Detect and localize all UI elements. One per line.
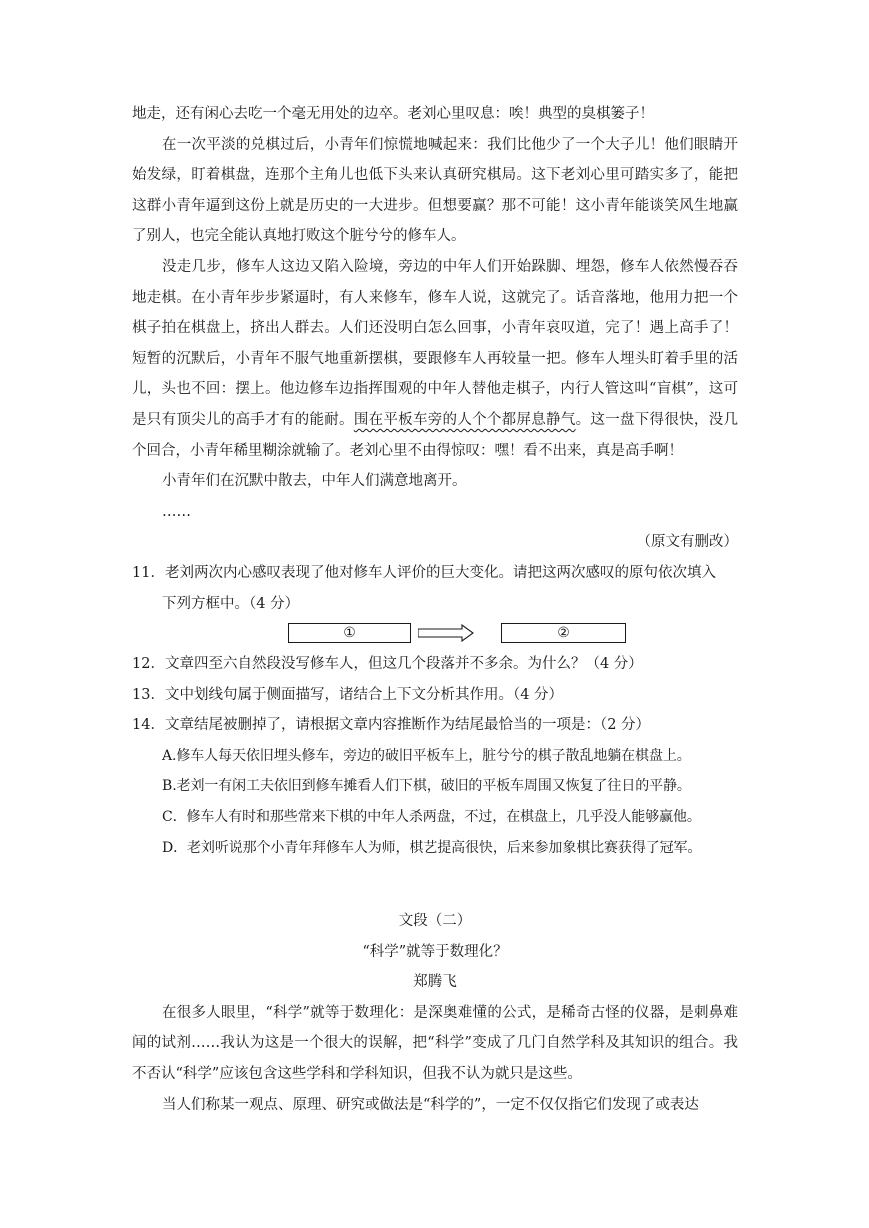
option-a: A.修车人每天依旧埋头修车，旁边的破旧平板车上，脏兮兮的棋子散乱地躺在棋盘上。 xyxy=(162,747,691,764)
story-excerpt xyxy=(132,99,738,863)
section-two xyxy=(132,906,738,1120)
question-12: 12．文章四至六自然段没写修车人，但这几个段落并不多余。为什么？（4 分） xyxy=(132,656,643,673)
question-13: 13．文中划线句属于侧面描写，诸结合上下文分析其作用。（4 分） xyxy=(132,686,564,703)
question-11-continued: 下列方框中。（4 分） xyxy=(162,595,300,612)
answer-boxes xyxy=(132,619,738,649)
option-b: B.老刘一有闲工夫依旧到修车摊看人们下棋，破旧的平板车周围又恢复了往日的平静。 xyxy=(162,778,691,795)
answer-box-2[interactable]: ② xyxy=(501,623,626,643)
source-note: （原文有删改） xyxy=(636,534,738,551)
story-ellipsis: …… xyxy=(162,503,191,520)
right-arrow-icon xyxy=(418,624,474,642)
story-paragraph-2-end: 。这一盘下得很快，没几个回合，小青年稀里糊涂就输了。老刘心里不由得惊叹：嘿！看不出来，真是高手啊！ xyxy=(132,411,738,459)
answer-box-1[interactable]: ① xyxy=(288,623,411,643)
story-paragraph-2-start: 没走几步，修车人这边又陷入险境，旁边的中年人们开始跺脚、埋怨，修车人依然慢吞吞地走棋。在小青年步步紧逼时，有人来修车，修车人说，这就完了。话音落地，他用力把一个棋子拍在棋盘上，挤出人群去。人们还没明白怎么回事，小青年哀叹道，完了！遇上高手了！短暂的沉默后，小青年不服气地重新摆棋，要跟修车人再较量一把。修车人埋头盯着手里的活儿，头也不回：摆上。他边修车边指挥围观的中年人替他走棋子，内行人管这叫“盲棋”，这可是只有顶尖儿的高手才有的能耐。 xyxy=(132,258,738,428)
story-paragraph-3: 小青年们在沉默中散去，中年人们满意地离开。 xyxy=(162,473,467,490)
article-author: 郑腾飞 xyxy=(413,974,457,991)
story-paragraph-2 xyxy=(132,252,738,466)
story-paragraph-1: 在一次平淡的兑棋过后，小青年们惊慌地喊起来：我们比他少了一个大子儿！他们眼睛开始发绿，盯着棋盘，连那个主角儿也低下头来认真研究棋局。这下老刘心里可踏实多了，能把这群小青年逼到这份上就是历史的一大进步。但想要赢？那不可能！这小青年能谈笑风生地赢了别人，也完全能认真地打败这个脏兮兮的修车人。 xyxy=(132,136,738,245)
question-11: 11．老刘两次内心感叹表现了他对修车人评价的巨大变化。请把这两次感叹的原句依次填入 xyxy=(132,564,716,581)
underlined-sentence: 围在平板车旁的人个个都屏息静气 xyxy=(353,411,576,428)
article-title: “科学”就等于数理化？ xyxy=(362,943,508,960)
article-paragraph-2: 当人们称某一观点、原理、研究或做法是“科学的”，一定不仅仅指它们发现了或表达 xyxy=(162,1096,699,1113)
section-heading: 文段（二） xyxy=(398,913,472,929)
option-c: C．修车人有时和那些常来下棋的中年人杀两盘，不过，在棋盘上，几乎没人能够赢他。 xyxy=(162,809,701,826)
option-d: D．老刘听说那个小青年拜修车人为师，棋艺提高很快，后来参加象棋比赛获得了冠军。 xyxy=(162,839,702,856)
question-14: 14．文章结尾被删掉了，请根据文章内容推断作为结尾最恰当的一项是：（2 分） xyxy=(132,717,651,734)
story-paragraph-0: 地走，还有闲心去吃一个毫无用处的边卒。老刘心里叹息：唉！典型的臭棋篓子！ xyxy=(132,106,654,122)
article-paragraph-1: 在很多人眼里，“科学”就等于数理化：是深奥难懂的公式，是稀奇古怪的仪器，是刺鼻难闻的试剂……我认为这是一个很大的误解，把“科学”变成了几门自然学科及其知识的组合。我不否认“科学”应该包含这些学科和学科知识，但我不认为就只是这些。 xyxy=(132,1004,738,1082)
